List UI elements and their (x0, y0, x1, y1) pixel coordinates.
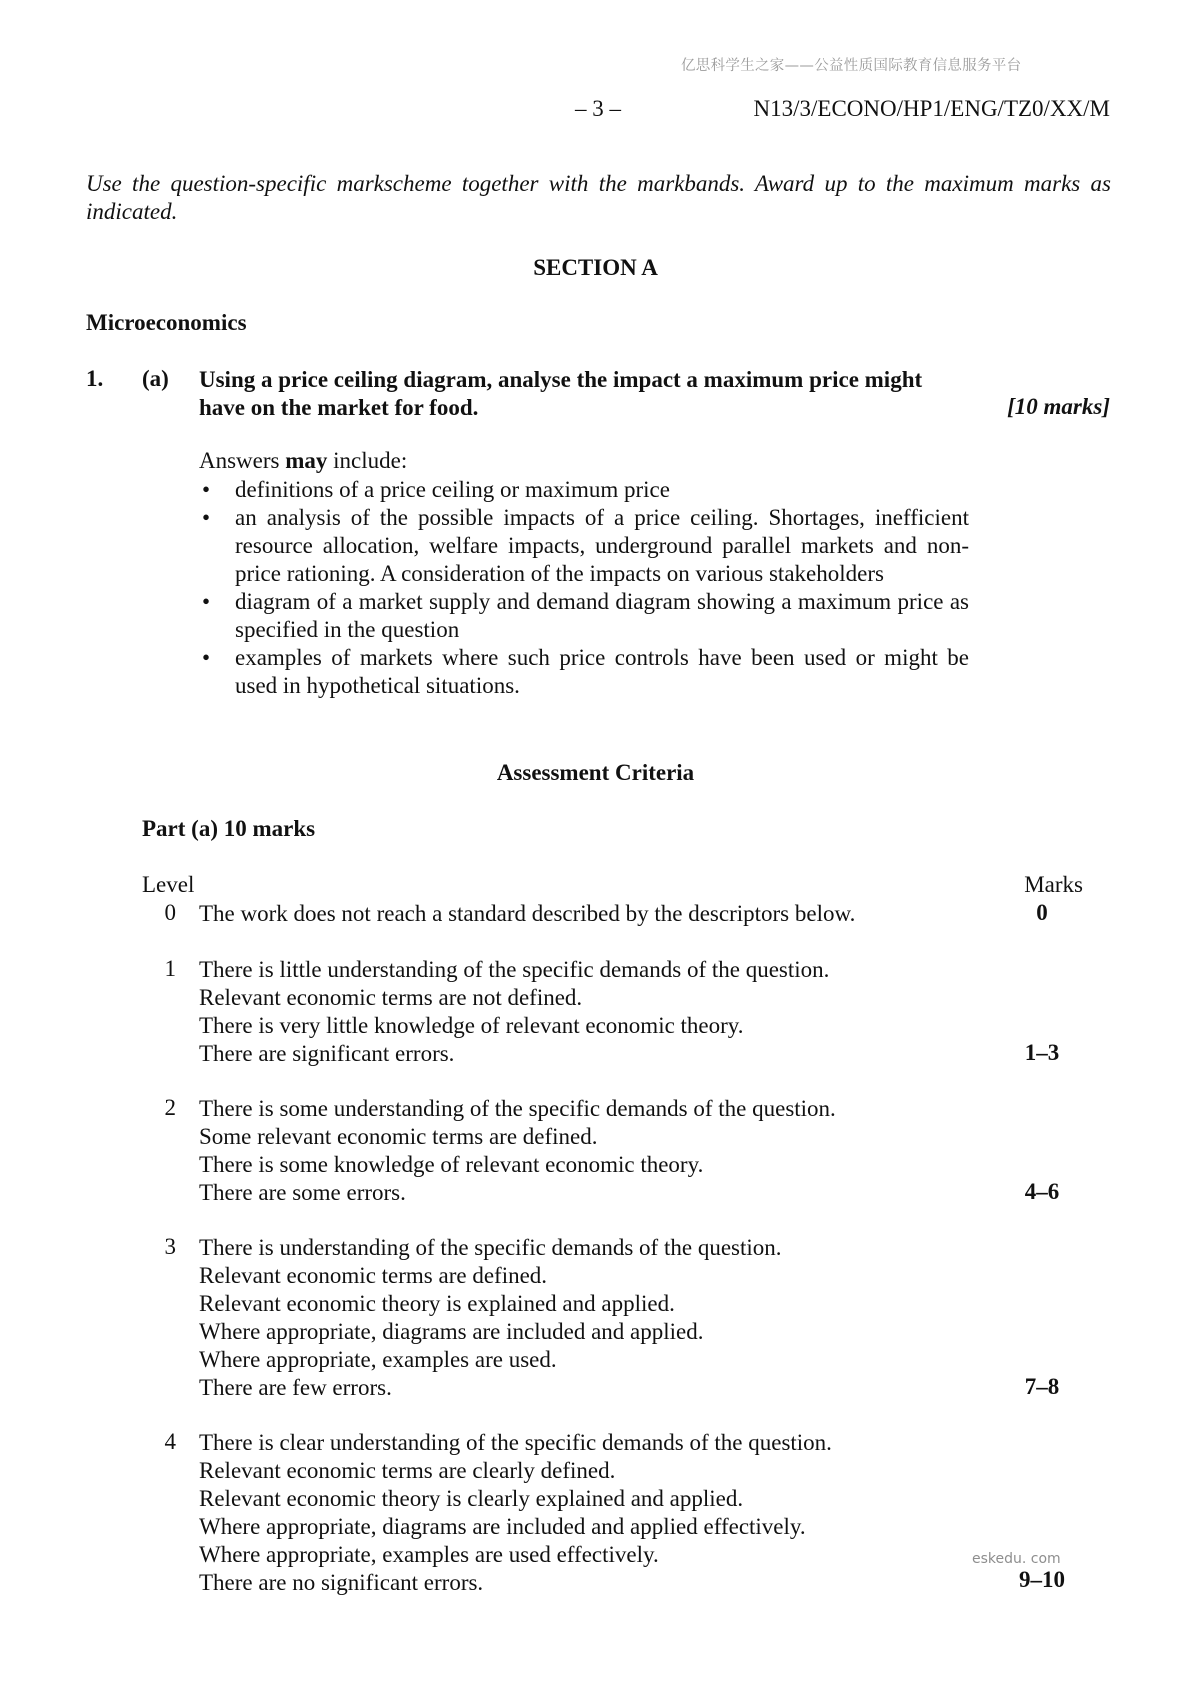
subject-heading: Microeconomics (86, 310, 247, 335)
descriptor-line: Where appropriate, diagrams are included and applied. (199, 1319, 704, 1344)
descriptor-line: There is little understanding of the specific demands of the question. (199, 957, 830, 982)
descriptor-line: There are some errors. (199, 1180, 406, 1205)
question-text: Using a price ceiling diagram, analyse the impact a maximum price might have on the market for food. (199, 367, 923, 420)
question-number: 1. (86, 366, 104, 391)
level-descriptors (199, 900, 855, 928)
assessment-criteria-title: Assessment Criteria (496, 760, 695, 785)
descriptor-line: Relevant economic terms are not defined. (199, 985, 583, 1010)
level-descriptors (199, 1095, 836, 1207)
page-number: – 3 – (575, 96, 621, 121)
list-item: • examples of markets where such price controls have been used or might be used in hypothetical situations. (202, 645, 969, 698)
descriptor-line: Relevant economic theory is clearly explained and applied. (199, 1486, 744, 1511)
section-title: SECTION A (533, 255, 658, 280)
descriptor-line: The work does not reach a standard described by the descriptors below. (199, 901, 856, 926)
list-item: • definitions of a price ceiling or maximum price (202, 477, 670, 502)
bullet-icon: • (202, 645, 211, 670)
level-marks: 0 (1036, 900, 1048, 925)
bullet-icon: • (202, 477, 211, 502)
level-descriptors (199, 1234, 782, 1402)
document-code: N13/3/ECONO/HP1/ENG/TZ0/XX/M (753, 96, 1110, 121)
answers-intro: Answers may include: (199, 448, 408, 473)
descriptor-line: Relevant economic terms are clearly defined. (199, 1458, 616, 1483)
descriptor-line: There are no significant errors. (199, 1570, 484, 1595)
intro-instructions: Use the question-specific markscheme together with the markbands. Award up to the maximum marks as indicated. (86, 171, 1111, 224)
level-number: 3 (164, 1234, 176, 1259)
part-title: Part (a) 10 marks (142, 816, 316, 841)
descriptor-line: There is some understanding of the specific demands of the question. (199, 1096, 836, 1121)
marks-column-header: Marks (1024, 872, 1083, 897)
level-descriptors (199, 1429, 832, 1597)
descriptor-line: Relevant economic terms are defined. (199, 1263, 548, 1288)
bullet-icon: • (202, 505, 211, 530)
watermark-top: 亿思科学生之家——公益性质国际教育信息服务平台 (681, 58, 1022, 74)
watermark-bottom: eskedu. com (972, 1551, 1061, 1567)
level-number: 1 (164, 956, 176, 981)
level-marks: 7–8 (1024, 1374, 1060, 1399)
question-marks: [10 marks] (1007, 394, 1110, 419)
level-number: 4 (164, 1429, 176, 1454)
question-part: (a) (142, 366, 169, 391)
descriptor-line: Where appropriate, diagrams are included and applied effectively. (199, 1514, 806, 1539)
list-item: • diagram of a market supply and demand diagram showing a maximum price as specified in the question (202, 589, 969, 642)
descriptor-line: There is some knowledge of relevant economic theory. (199, 1152, 704, 1177)
descriptor-line: There is understanding of the specific demands of the question. (199, 1235, 782, 1260)
descriptor-line: There are significant errors. (199, 1041, 455, 1066)
descriptor-line: There is clear understanding of the specific demands of the question. (199, 1430, 832, 1455)
descriptor-line: There are few errors. (199, 1375, 392, 1400)
level-column-header: Level (142, 872, 195, 897)
bullet-icon: • (202, 589, 211, 614)
level-marks: 4–6 (1024, 1179, 1060, 1204)
descriptor-line: Relevant economic theory is explained and applied. (199, 1291, 675, 1316)
descriptor-line: Some relevant economic terms are defined. (199, 1124, 598, 1149)
level-number: 2 (164, 1095, 176, 1120)
level-marks: 9–10 (1019, 1567, 1065, 1592)
descriptor-line: Where appropriate, examples are used effectively. (199, 1542, 659, 1567)
level-number: 0 (164, 900, 176, 925)
level-marks: 1–3 (1024, 1040, 1060, 1065)
list-item: • an analysis of the possible impacts of a price ceiling. Shortages, inefficient resource allocation, welfare impacts, underground parallel markets and non-price rationing. A consideration of the impacts on various stakeholders (202, 505, 969, 586)
answer-bullet-list (199, 476, 969, 700)
level-descriptors (199, 956, 829, 1068)
descriptor-line: Where appropriate, examples are used. (199, 1347, 557, 1372)
descriptor-line: There is very little knowledge of relevant economic theory. (199, 1013, 744, 1038)
